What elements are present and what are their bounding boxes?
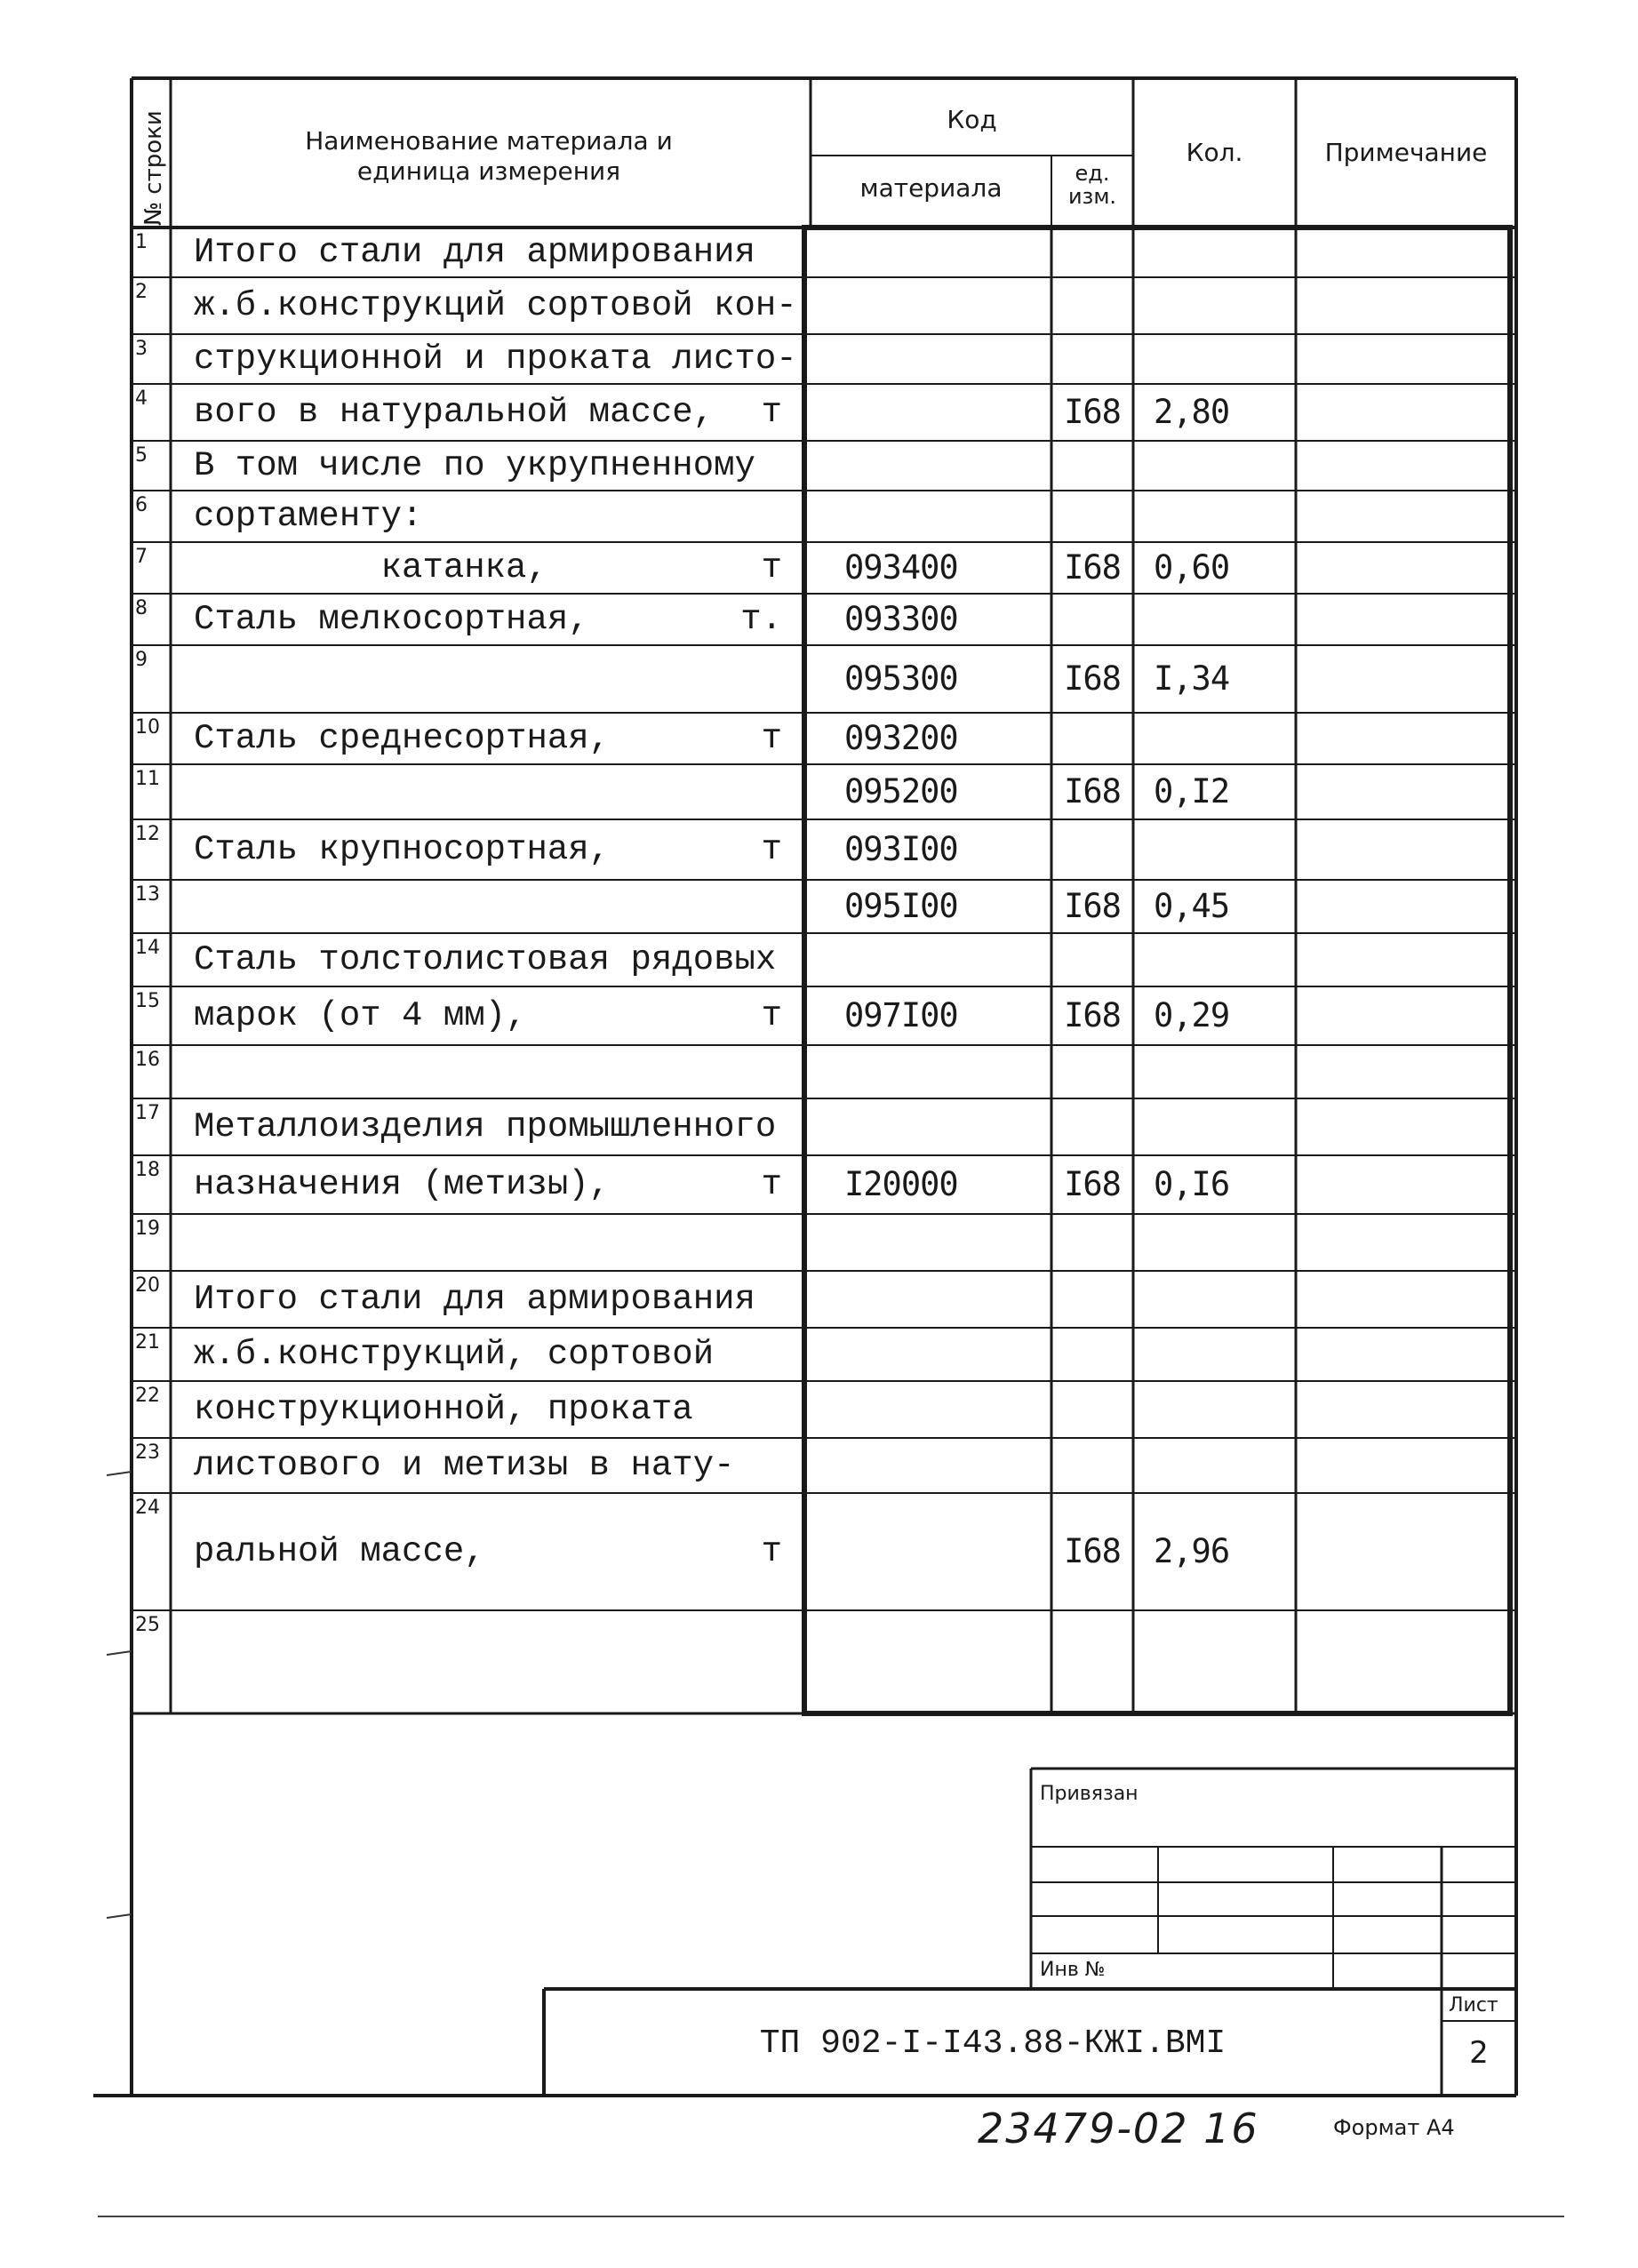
row-number: 14 bbox=[135, 937, 160, 959]
row-number: 23 bbox=[135, 1441, 160, 1464]
material-code: 095200 bbox=[844, 772, 958, 811]
quantity-header: Кол. bbox=[1186, 138, 1243, 167]
code-group-header: Код bbox=[947, 105, 997, 134]
material-code: 093I00 bbox=[844, 830, 958, 868]
unit-code: I68 bbox=[1064, 393, 1121, 431]
row-number: 15 bbox=[135, 990, 160, 1012]
material-name: ж.б.конструкций, сортовой bbox=[194, 1335, 715, 1374]
privyazan-label: Привязан bbox=[1040, 1783, 1139, 1805]
note-header: Примечание bbox=[1324, 138, 1488, 167]
material-code: I20000 bbox=[844, 1165, 958, 1203]
row-number-header: № строки bbox=[140, 110, 167, 226]
sheet-number: 2 bbox=[1469, 2035, 1489, 2071]
row-number: 3 bbox=[135, 338, 148, 360]
material-name: сортаменту: bbox=[194, 497, 423, 536]
row-number: 18 bbox=[135, 1159, 160, 1181]
sheet-label: Лист bbox=[1449, 1994, 1498, 2016]
material-name: Итого стали для армирования bbox=[194, 233, 755, 272]
unit-code: I68 bbox=[1064, 772, 1121, 811]
inventory-number-label: Инв № bbox=[1040, 1959, 1106, 1981]
material-name: ж.б.конструкций сортовой кон- bbox=[194, 286, 797, 325]
unit-label: т bbox=[761, 1165, 782, 1204]
material-name: конструкционной, проката bbox=[194, 1390, 693, 1429]
material-name: назначения (метизы), bbox=[194, 1165, 611, 1204]
material-name: вого в натуральной массе, bbox=[194, 393, 715, 432]
row-number: 21 bbox=[135, 1331, 160, 1354]
row-number: 7 bbox=[135, 546, 148, 568]
row-number: 1 bbox=[135, 231, 148, 253]
row-number: 11 bbox=[135, 768, 160, 790]
quantity-value: 0,29 bbox=[1154, 996, 1230, 1034]
material-name: Металлоизделия промышленного bbox=[194, 1107, 777, 1146]
material-code: 093300 bbox=[844, 600, 958, 638]
row-number: 9 bbox=[135, 649, 148, 671]
material-name: Сталь среднесортная, bbox=[194, 719, 611, 758]
row-number: 8 bbox=[135, 597, 148, 619]
unit-label: т bbox=[761, 548, 782, 587]
paper-format-label: Формат А4 bbox=[1333, 2115, 1455, 2140]
material-name: ральной массе, bbox=[194, 1532, 485, 1571]
row-number: 10 bbox=[135, 716, 160, 739]
row-number: 6 bbox=[135, 494, 148, 516]
row-number: 22 bbox=[135, 1385, 160, 1407]
material-code: 097I00 bbox=[844, 996, 958, 1034]
unit-code: I68 bbox=[1064, 887, 1121, 925]
unit-code: I68 bbox=[1064, 548, 1121, 587]
unit-label: т bbox=[761, 1532, 782, 1571]
unit-label: т bbox=[761, 719, 782, 758]
material-name: марок (от 4 мм), bbox=[194, 996, 527, 1035]
row-number: 5 bbox=[135, 444, 148, 467]
material-code: 093200 bbox=[844, 719, 958, 757]
quantity-value: 2,80 bbox=[1154, 393, 1230, 431]
material-name: катанка, bbox=[194, 548, 547, 587]
unit-label: т. bbox=[740, 600, 782, 639]
material-code-header: материала bbox=[859, 173, 1003, 203]
quantity-value: 0,I6 bbox=[1154, 1165, 1230, 1203]
material-name: листового и метизы в нату- bbox=[194, 1446, 735, 1485]
unit-code: I68 bbox=[1064, 659, 1121, 698]
unit-label: т bbox=[761, 830, 782, 869]
material-code: 093400 bbox=[844, 548, 958, 587]
quantity-value: 0,60 bbox=[1154, 548, 1230, 587]
quantity-value: I,34 bbox=[1154, 659, 1230, 698]
row-number: 2 bbox=[135, 281, 148, 303]
material-name: Сталь крупносортная, bbox=[194, 830, 611, 869]
document-designation: ТП 902-I-I43.88-КЖI.ВМI bbox=[759, 2024, 1227, 2063]
row-number: 24 bbox=[135, 1497, 160, 1519]
quantity-value: 2,96 bbox=[1154, 1532, 1230, 1570]
unit-label: т bbox=[761, 393, 782, 432]
unit-code: I68 bbox=[1064, 1532, 1121, 1570]
material-name: В том числе по укрупненному bbox=[194, 446, 755, 485]
unit-code: I68 bbox=[1064, 996, 1121, 1034]
row-number: 17 bbox=[135, 1102, 160, 1124]
row-number: 20 bbox=[135, 1274, 160, 1297]
unit-code-header: ед. изм. bbox=[1067, 161, 1117, 209]
material-name: струкционной и проката листо- bbox=[194, 339, 797, 379]
row-number: 13 bbox=[135, 883, 160, 906]
quantity-value: 0,I2 bbox=[1154, 772, 1230, 811]
material-code: 095I00 bbox=[844, 887, 958, 925]
material-name: Сталь толстолистовая рядовых bbox=[194, 940, 777, 979]
unit-code: I68 bbox=[1064, 1165, 1121, 1203]
handwritten-archive-number: 23479-02 16 bbox=[978, 2104, 1259, 2152]
material-name-header: Наименование материала и единица измерения bbox=[305, 126, 673, 186]
row-number: 12 bbox=[135, 823, 160, 845]
material-name: Итого стали для армирования bbox=[194, 1280, 755, 1319]
row-number: 4 bbox=[135, 387, 148, 410]
material-code: 095300 bbox=[844, 659, 958, 698]
quantity-value: 0,45 bbox=[1154, 887, 1230, 925]
material-name: Сталь мелкосортная, bbox=[194, 600, 589, 639]
unit-label: т bbox=[761, 996, 782, 1035]
row-number: 19 bbox=[135, 1218, 160, 1240]
row-number: 25 bbox=[135, 1614, 160, 1636]
row-number: 16 bbox=[135, 1049, 160, 1071]
